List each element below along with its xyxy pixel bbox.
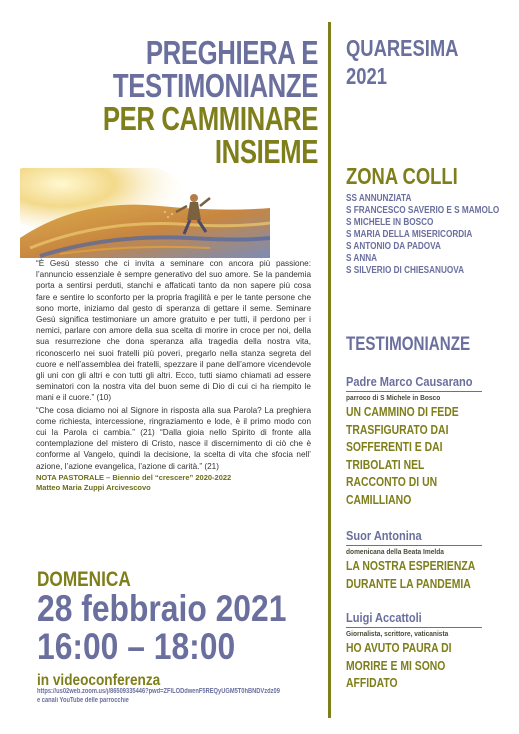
- speaker-talk: [346, 403, 487, 508]
- talk-line: RACCONTO DI UN: [346, 474, 438, 489]
- parish-item: SS ANNUNZIATA: [346, 192, 412, 204]
- zona-heading: ZONA COLLI: [346, 163, 458, 189]
- talk-line: CAMILLIANO: [346, 491, 412, 507]
- speaker-rule: [346, 391, 482, 392]
- event-date: 28 febbraio 2021: [37, 588, 287, 629]
- talk-line: TRIBOLATI NEL: [346, 456, 425, 472]
- talk-line: MORIRE E MI SONO: [346, 657, 446, 673]
- talk-line: SOFFERENTI E DAI: [346, 439, 443, 454]
- quaresima-label: QUARESIMA: [346, 35, 459, 61]
- quote-author: Matteo Maria Zuppi Arcivescovo: [36, 482, 151, 492]
- talk-line: HO AVUTO PAURA DI: [346, 640, 452, 655]
- speaker-name: Padre Marco Causarano: [346, 374, 473, 389]
- parish-item: S MARIA DELLA MISERICORDIA: [346, 228, 473, 240]
- quote-paragraph-1: “È Gesù stesso che ci invita a seminare con ancora più passione: l’annuncio essenziale è sempre generativo del suo amore. Se la pandemia porta a sentirsi perduti, stanchi e affaticati tanto da non sapere più cosa fare e sentire lo sconforto per la propria fragilità e per le tante persone che sono morte, iniziamo dal gesto di speranza di gettare il seme. Seminare Gesù significa testimoniare un amore gratuito e per tutti, il perdono per i nemici, parlare con amore della sua scelta di morire in croce per noi, della sua resurrezione che dona speranza alla tragedia della nostra vita, riconoscerlo nei suoi fratelli più poveri, pregarlo nella stanza segreta del cuore e nell’assemblea dei fratelli, spezzare il pane dell’amore vicendevole gli uni con gli altri e con tutti gli altri. Ecco, tutti siamo chiamati ad essere seminatori con la nostra vita del buon seme di Dio di cui ci ha riempito le mani e il cuore.” (10): [36, 259, 311, 403]
- title-line-1: PREGHIERA E: [145, 34, 318, 71]
- parish-item: S MICHELE IN BOSCO: [346, 216, 434, 228]
- pastoral-quote: [36, 258, 311, 493]
- speaker-talk: [346, 557, 508, 592]
- talk-line: TRASFIGURATO DAI: [346, 421, 449, 437]
- title-line-4: INSIEME: [214, 133, 318, 170]
- parish-item: S ANNA: [346, 252, 378, 264]
- speaker-rule: [346, 545, 482, 546]
- youtube-note: e canali YouTube delle parrocchie: [37, 697, 129, 704]
- quote-source: NOTA PASTORALE – Biennio del “crescere” 2020-2022: [36, 472, 232, 482]
- event-day: DOMENICA: [37, 568, 131, 591]
- event-time: 16:00 – 18:00: [37, 626, 236, 667]
- title-line-3: PER CAMMINARE: [102, 100, 318, 137]
- talk-line: DURANTE LA PANDEMIA: [346, 575, 471, 591]
- poster-title: [28, 36, 318, 168]
- speaker-rule: [346, 627, 482, 628]
- title-line-2: TESTIMONIANZE: [112, 67, 318, 104]
- speaker-talk: [346, 639, 478, 692]
- testimonianze-heading: TESTIMONIANZE: [346, 334, 471, 355]
- column-divider: [328, 22, 331, 718]
- parish-item: S SILVERIO DI CHIESANUOVA: [346, 264, 465, 276]
- quaresima-year: 2021: [346, 63, 387, 89]
- quote-paragraph-2: “Che cosa diciamo noi al Signore in risposta alla sua Parola? La preghiera come richiesta, intercessione, ringraziamento e lode, è il primo modo con cui la Parola ci cambia.” (21) “Dalla gioia nello Spirito di fronte alla contemplazione del mistero di Cristo, nasce il discernimento di ciò che è conforme al Vangelo, quindi la decisione, la scelta di vita che sfocia nell’ azione, l’azione evangelica, l’azione di carità.” (21): [36, 405, 311, 471]
- sower-painting: [20, 168, 270, 258]
- speaker-name: Luigi Accattoli: [346, 610, 422, 625]
- parish-item: S FRANCESCO SAVERIO E S MAMOLO: [346, 204, 500, 216]
- parish-list: [346, 192, 519, 276]
- event-mode: in videoconferenza: [37, 672, 161, 689]
- speaker-name: Suor Antonina: [346, 528, 422, 543]
- speaker-role: domenicana della Beata Imelda: [346, 547, 444, 556]
- zoom-link[interactable]: https://us02web.zoom.us/j/86509335446?pwd=ZFlLODdwenF5REQyUGM5T0hBNDVzdz09: [37, 688, 280, 695]
- parish-item: S ANTONIO DA PADOVA: [346, 240, 441, 252]
- talk-line: LA NOSTRA ESPERIENZA: [346, 558, 476, 573]
- talk-line: AFFIDATO: [346, 675, 398, 690]
- speaker-role: parroco di S Michele in Bosco: [346, 393, 441, 402]
- talk-line: UN CAMMINO DI FEDE: [346, 404, 459, 419]
- speaker-role: Giornalista, scrittore, vaticanista: [346, 629, 449, 638]
